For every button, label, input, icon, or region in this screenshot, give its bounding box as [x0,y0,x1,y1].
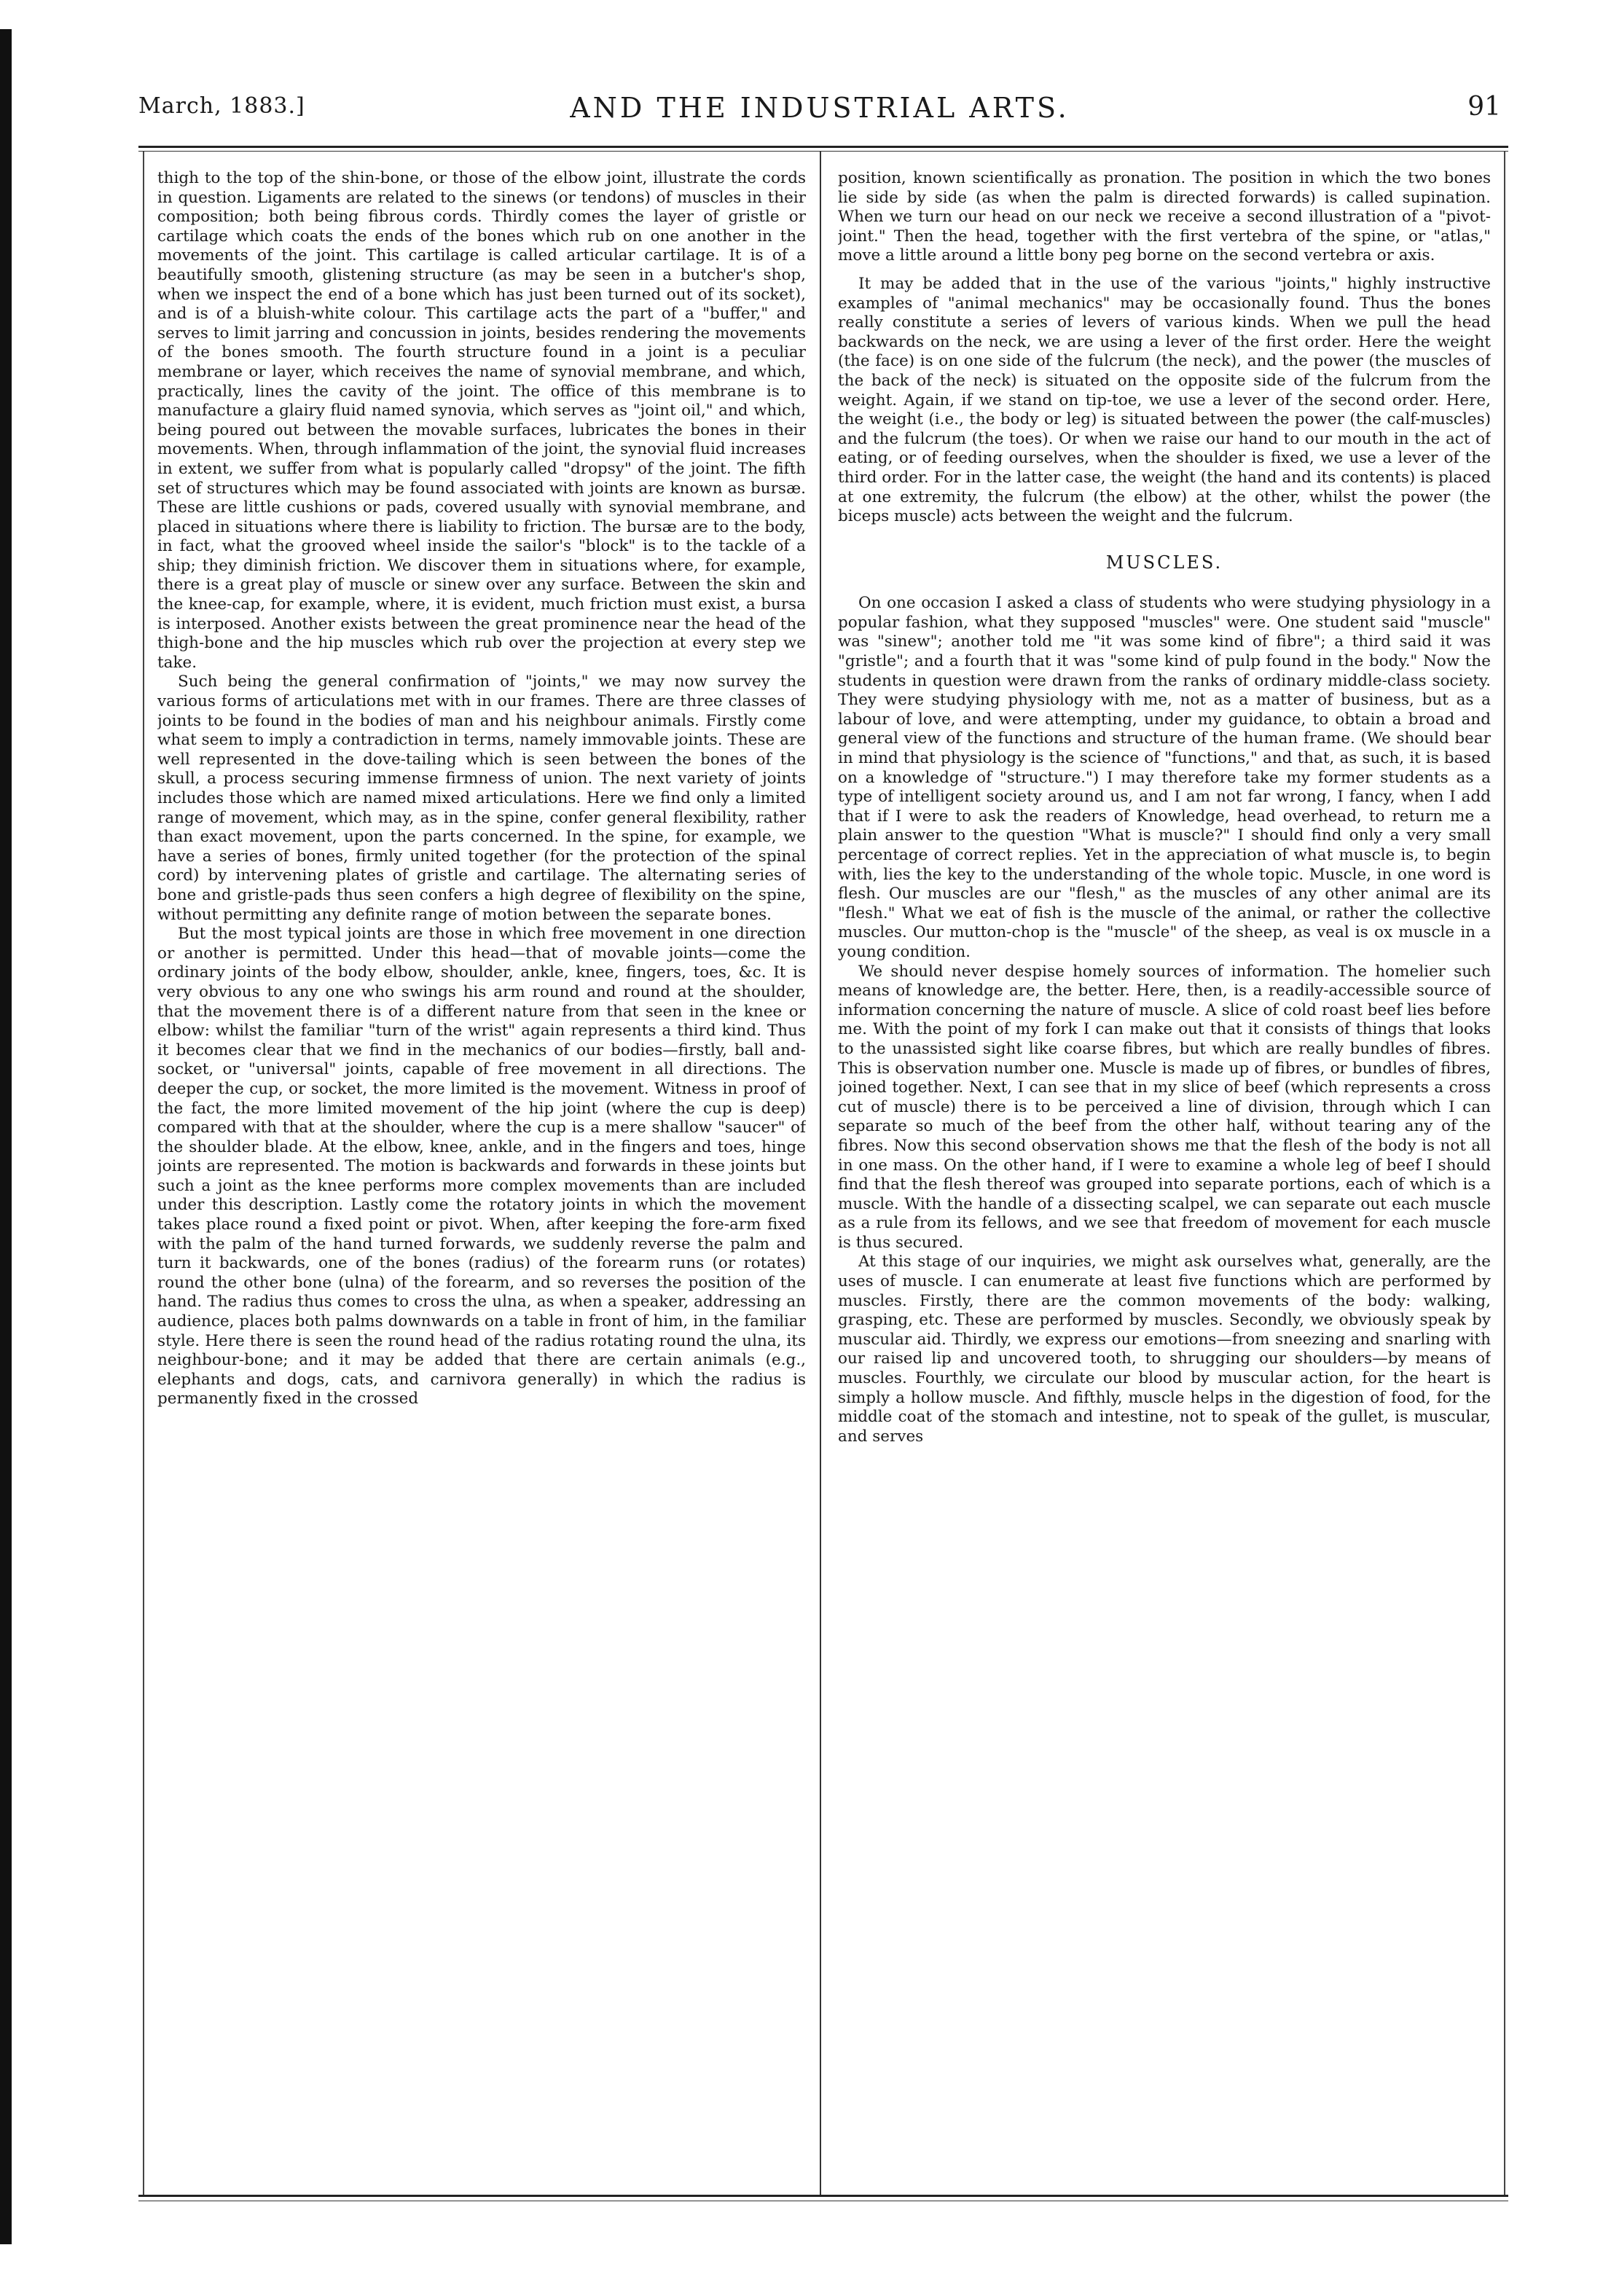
right-paragraph: position, known scientifically as pronation. The position in which the two bones lie side by side (as when the palm is directed forwards) is called supination. When we turn our head on our neck we receive a second illustration of a "pivot-joint." Then the head, together with the first vertebra of the spine, or "atlas," move a little around a little bony peg borne on the second vertebra or axis. [838,169,1491,265]
left-paragraph: Such being the general confirmation of "joints," we may now survey the various forms of articulations met with in our frames. There are three classes of joints to be found in the bodies of man and his neighbour animals. Firstly come what seem to imply a contradiction in terms, namely immovable joints. These are well represented in the dove-tailing which is seen between the bones of the skull, a process securing immense firmness of union. The next variety of joints includes those which are named mixed articulations. Here we find only a limited range of movement, which may, as in the spine, confer general flexibility, rather than exact movement, upon the parts concerned. In the spine, for example, we have a series of bones, firmly united together (for the protection of the spinal cord) by intervening plates of gristle and cartilage. The alternating series of bone and gristle-pads thus seen confers a high degree of flexibility on the spine, without permitting any definite range of motion between the separate bones. [157,673,806,924]
right-paragraph: On one occasion I asked a class of students who were studying physiology in a popular fashion, what they supposed "muscles" were. One student said "muscle" was "sinew"; another told me "it was some kind of fibre"; a third said it was "gristle"; and a fourth that it was "some kind of pulp found in the body." Now the students in question were drawn from the ranks of ordinary middle-class society. They were studying physiology with me, not as a matter of business, but as a labour of love, and were attempting, under my guidance, to obtain a broad and general view of the functions and structure of the human frame. (We should bear in mind that physiology is the science of "functions," and that, as such, it is based on a knowledge of "structure.") I may therefore take my former students as a type of intelligent society around us, and I am not far wrong, I fancy, when I add that if I were to ask the readers of Knowledge, head overhead, to return me a plain answer to the question "What is muscle?" I should find only a very small percentage of correct replies. Yet in the appreciation of what muscle is, to begin with, lies the key to the understanding of the whole topic. Muscle, in one word is flesh. Our muscles are our "flesh," as the muscles of any other animal are its "flesh." What we eat of fish is the muscle of the animal, or rather the collective muscles. Our mutton-chop is the "muscle" of the sheep, as veal is ox muscle in a young condition. [838,594,1491,961]
top-rule-thin [138,151,1508,152]
right-paragraph: It may be added that in the use of the various "joints," highly instructive examples of "animal mechanics" may be occasionally found. Thus the bones really constitute a series of levers of various kinds. When we pull the head backwards on the neck, we are using a lever of the first order. Here the weight (the face) is on one side of the fulcrum (the neck), and the power (the muscles of the back of the neck) is situated on the opposite side of the fulcrum from the weight. Again, if we stand on tip-toe, we use a lever of the second order. Here, the weight (i.e., the body or leg) is situated between the power (the calf-muscles) and the fulcrum (the toes). Or when we raise our hand to our mouth in the act of eating, or of feeding ourselves, when the shoulder is fixed, we use a lever of the third order. For in the latter case, the weight (the hand and its contents) is placed at one extremity, the fulcrum (the elbow) at the other, whilst the power (the biceps muscle) acts between the weight and the fulcrum. [838,274,1491,526]
top-rule [138,146,1508,148]
left-border-rule [143,152,144,2195]
running-header [138,92,1501,136]
binding-shadow [0,29,12,2244]
column-divider [820,152,821,2195]
left-paragraph: But the most typical joints are those in which free movement in one direction or another is permitted. Under this head—that of movable joints—come the ordinary joints of the body elbow, shoulder, ankle, knee, fingers, toes, &c. It is very obvious to any one who swings his arm round and round at the shoulder, that the movement there is of a different nature from that seen in the knee or elbow: whilst the familiar "turn of the wrist" again represents a third kind. Thus it becomes clear that we find in the mechanics of our bodies—firstly, ball and-socket, or "universal" joints, capable of free movement in all directions. The deeper the cup, or socket, the more limited is the movement. Witness in proof of the fact, the more limited movement of the hip joint (where the cup is deep) compared with that at the shoulder, where the cup is a mere shallow "saucer" of the shoulder blade. At the elbow, knee, ankle, and in the fingers and toes, hinge joints are represented. The motion is backwards and forwards in these joints but such a joint as the knee performs more complex movements than are included under this description. Lastly come the rotatory joints in which the movement takes place round a fixed point or pivot. When, after keeping the fore-arm fixed with the palm of the hand turned forwards, we suddenly reverse the palm and turn it backwards, one of the bones (radius) of the forearm runs (or rotates) round the other bone (ulna) of the forearm, and so reverses the position of the hand. The radius thus comes to cross the ulna, as when a speaker, addressing an audience, places both palms downwards on a table in front of him, in the familiar style. Here there is seen the round head of the radius rotating round the ulna, its neighbour-bone; and it may be added that there are certain animals (e.g., elephants and dogs, cats, and carnivora generally) in which the radius is permanently fixed in the crossed [157,925,806,1408]
header-title: AND THE INDUSTRIAL ARTS. [570,92,1070,124]
header-date: March, 1883.] [138,93,305,119]
page-number: 91 [1467,92,1501,122]
bottom-rule [138,2195,1508,2197]
right-border-rule [1504,152,1505,2195]
left-column [157,169,806,2187]
section-heading-muscles: MUSCLES. [1105,552,1223,573]
right-paragraph: We should never despise homely sources of information. The homelier such means of knowledge are, the better. Here, then, is a readily-accessible source of information concerning the nature of muscle. A slice of cold roast beef lies before me. With the point of my fork I can make out that it consists of things that looks to the unassisted sight like coarse fibres, but which are really bundles of fibres. This is observation number one. Muscle is made up of fibres, or bundles of fibres, joined together. Next, I can see that in my slice of beef (which represents a cross cut of muscle) there is to be perceived a line of division, through which I can separate so much of the beef from the other half, without tearing any of the fibres. Now this second observation shows me that the flesh of the body is not all in one mass. On the other hand, if I were to examine a whole leg of beef I should find that the flesh thereof was grouped into separate portions, each of which is a muscle. With the handle of a dissecting scalpel, we can separate out each muscle as a rule from its fellows, and we see that freedom of movement for each muscle is thus secured. [838,962,1491,1252]
left-paragraph: thigh to the top of the shin-bone, or those of the elbow joint, illustrate the cords in question. Ligaments are related to the sinews (or tendons) of muscles in their composition; both being fibrous cords. Thirdly comes the layer of gristle or cartilage which coats the ends of the bones which rub on one another in the movements of the joint. This cartilage is called articular cartilage. It is of a beautifully smooth, glistening structure (as may be seen in a butcher's shop, when we inspect the end of a bone which has just been turned out of its socket), and is of a bluish-white colour. This cartilage acts the part of a "buffer," and serves to limit jarring and concussion in joints, besides rendering the movements of the bones smooth. The fourth structure found in a joint is a peculiar membrane or layer, which receives the name of synovial membrane, and which, practically, lines the cavity of the joint. The office of this membrane is to manufacture a glairy fluid named synovia, which serves as "joint oil," and which, being poured out between the movable surfaces, lubricates the bones in their movements. When, through inflammation of the joint, the synovial fluid increases in extent, we suffer from what is popularly called "dropsy" of the joint. The fifth set of structures which may be found associated with joints are known as bursæ. These are little cushions or pads, covered usually with synovial membrane, and placed in situations where there is liability to friction. The bursæ are to the body, in fact, what the grooved wheel inside the sailor's "block" is to the tackle of a ship; they diminish friction. We discover them in situations where, for example, there is a great play of muscle or sinew over any surface. Between the skin and the knee-cap, for example, where, it is evident, much friction must exist, a bursa is interposed. Another exists between the great prominence near the head of the thigh-bone and the hip muscles which rub over the projection at every step we take. [157,169,806,672]
right-paragraph: At this stage of our inquiries, we might ask ourselves what, generally, are the uses of muscle. I can enumerate at least five functions which are performed by muscles. Firstly, there are the common movements of the body: walking, grasping, etc. These are performed by muscles. Secondly, we obviously speak by muscular aid. Thirdly, we express our emotions—from sneezing and snarling with our raised lip and uncovered tooth, to shrugging our shoulders—by means of muscles. Fourthly, we circulate our blood by muscular action, for the heart is simply a hollow muscle. And fifthly, muscle helps in the digestion of food, for the middle coat of the stomach and intestine, not to speak of the gullet, is muscular, and serves [838,1253,1491,1446]
right-column [838,169,1491,2187]
